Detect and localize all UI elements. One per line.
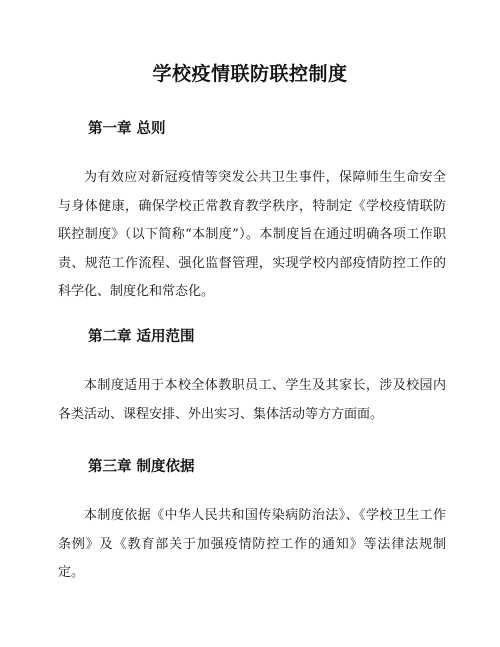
document-title: 学校疫情联防联控制度 — [152, 63, 348, 85]
chapter-heading-scope: 第二章 适用范围 — [88, 329, 195, 345]
chapter-heading-general: 第一章 总则 — [88, 121, 166, 137]
chapter-body-basis: 本制度依据《中华人民共和国传染病防治法》、《学校卫生工作条例》及《教育部关于加强疫情防控工作的通知》等法律法规制定。 — [58, 508, 446, 580]
chapter-heading-basis: 第三章 制度依据 — [88, 459, 195, 475]
chapter-body-scope: 本制度适用于本校全体教职员工、学生及其家长，涉及校园内各类活动、课程安排、外出实习、集体活动等方方面面。 — [58, 378, 446, 422]
chapter-body-general: 为有效应对新冠疫情等突发公共卫生事件，保障师生生命安全与身体健康，确保学校正常教育教学秩序，特制定《学校疫情联防联控制度》（以下简称“本制度”）。本制度旨在通过明确各项工作职责、规范工作流程、强化监督管理，实现学校内部疫情防控工作的科学化、制度化和常态化。 — [58, 170, 446, 299]
